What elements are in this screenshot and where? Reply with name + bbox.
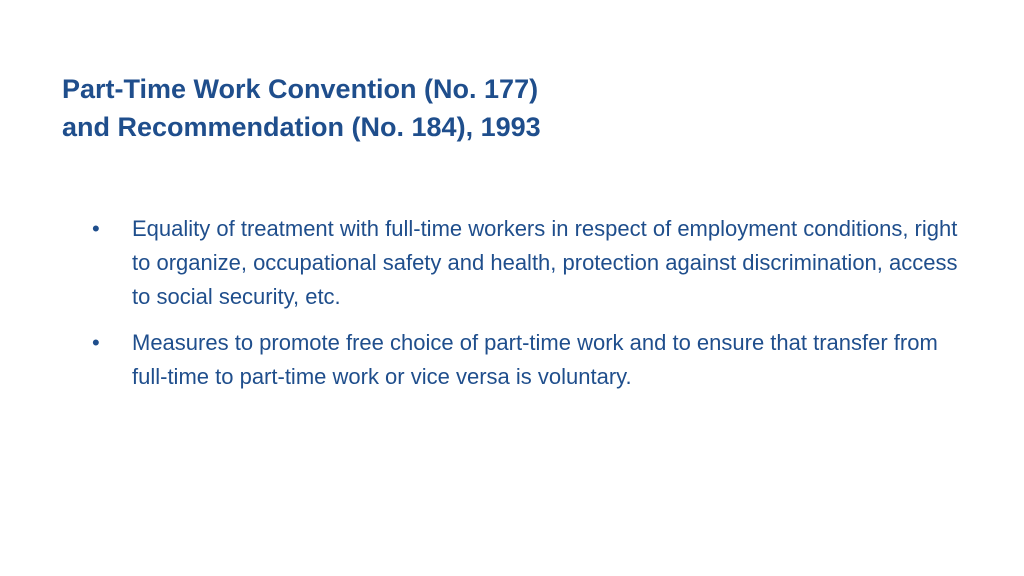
bullet-text: Measures to promote free choice of part-time work and to ensure that transfer from full-time to part-time work or vice versa is voluntary. [132, 330, 938, 389]
bullet-list [88, 212, 968, 406]
bullet-dot-icon: • [92, 330, 100, 355]
slide-title [62, 70, 962, 146]
bullet-item-free-choice [88, 326, 968, 394]
title-line-1: Part-Time Work Convention (No. 177) [62, 74, 539, 104]
title-line-2: and Recommendation (No. 184), 1993 [62, 112, 541, 142]
bullet-text: Equality of treatment with full-time workers in respect of employment conditions, right to organize, occupational safety and health, protection against discrimination, access to social security, etc. [132, 216, 958, 309]
bullet-dot-icon: • [92, 216, 100, 241]
bullet-item-equality [88, 212, 968, 314]
